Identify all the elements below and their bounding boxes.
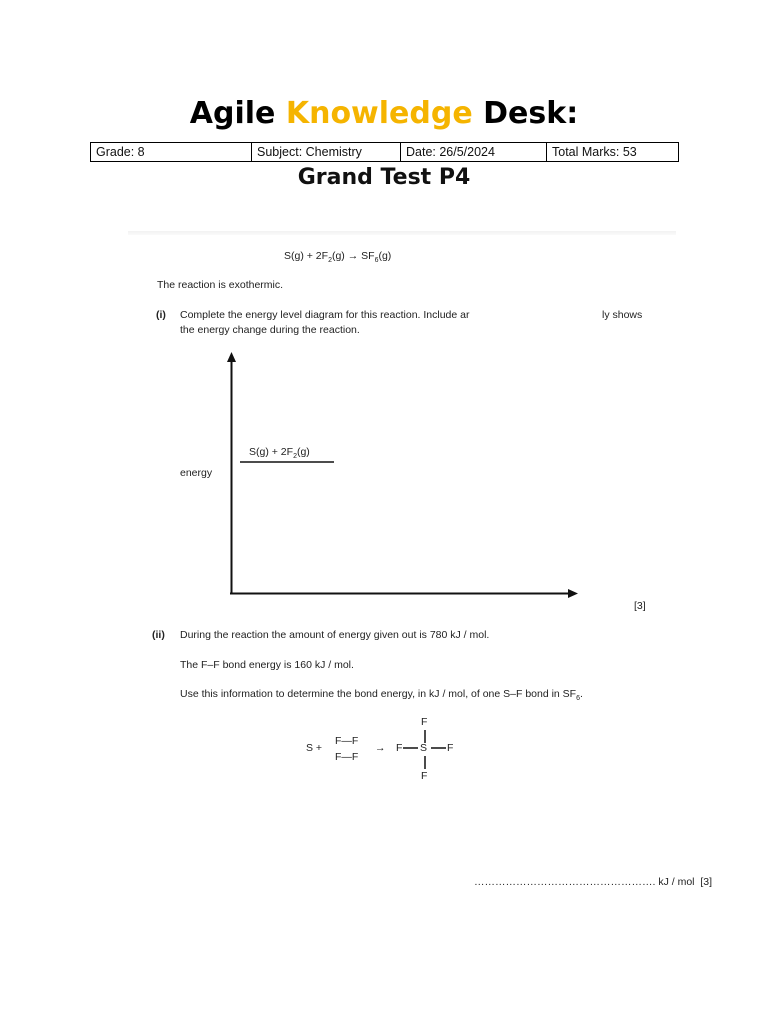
part-ii-label: (ii) <box>152 629 165 641</box>
instruction-sub-6: 6 <box>576 695 581 703</box>
reactant-sub-2: 2 <box>293 453 297 461</box>
instruction-b: . <box>580 688 583 700</box>
answer-dots: ……………………………………………. <box>474 876 656 888</box>
reactant-label-a: S(g) + 2F <box>249 446 294 458</box>
grade-cell: Grade: 8 <box>91 143 252 162</box>
part-i-text-c: the energy change during the reaction. <box>180 324 360 336</box>
answer-line <box>474 876 712 888</box>
equation-sub-6: 6 <box>374 257 379 265</box>
part-i-label: (i) <box>156 309 166 321</box>
brand-part2: Desk: <box>483 96 579 131</box>
equation-left: S(g) + 2F <box>284 250 329 262</box>
struct-ff-2: F—F <box>335 751 359 763</box>
bond-energy-text: The F–F bond energy is 160 kJ / mol. <box>180 659 354 671</box>
reactant-label <box>249 446 310 460</box>
struct-f-left: F <box>396 742 403 754</box>
energy-axis-arrowhead <box>227 352 236 362</box>
struct-ff-1: F—F <box>335 735 359 747</box>
subject-cell: Subject: Chemistry <box>252 143 401 162</box>
struct-arrow: → <box>375 742 386 754</box>
part-i-text-b: ly shows <box>602 309 643 321</box>
total-marks-cell: Total Marks: 53 <box>547 143 679 162</box>
exothermic-statement: The reaction is exothermic. <box>157 279 284 291</box>
struct-f-top: F <box>421 716 428 728</box>
instruction-text <box>180 688 583 702</box>
marks-part-ii: [3] <box>700 876 713 888</box>
instruction-a: Use this information to determine the bond energy, in kJ / mol, of one S–F bond in SF <box>180 688 577 700</box>
brand-part1: Agile <box>189 96 276 131</box>
struct-s-plus: S + <box>306 742 323 754</box>
answer-units: kJ / mol <box>658 876 695 888</box>
struct-f-right: F <box>447 742 454 754</box>
test-title: Grand Test P4 <box>297 165 471 190</box>
struct-s-center: S <box>420 742 428 754</box>
part-i-text-a: Complete the energy level diagram for this reaction. Include ar <box>180 309 470 321</box>
progress-axis-arrowhead <box>568 589 578 598</box>
reactant-label-b: (g) <box>296 446 310 458</box>
equation-mid: (g) → SF <box>331 250 375 262</box>
struct-f-bottom: F <box>421 770 428 782</box>
date-cell: Date: 26/5/2024 <box>401 143 547 162</box>
equation-sub-2: 2 <box>328 257 332 265</box>
energy-axis-label: energy <box>180 467 213 479</box>
marks-part-i: [3] <box>634 600 646 612</box>
part-ii-text: During the reaction the amount of energy given out is 780 kJ / mol. <box>180 629 490 641</box>
brand-highlight: Knowledge <box>285 96 473 131</box>
equation-right: (g) <box>378 250 392 262</box>
